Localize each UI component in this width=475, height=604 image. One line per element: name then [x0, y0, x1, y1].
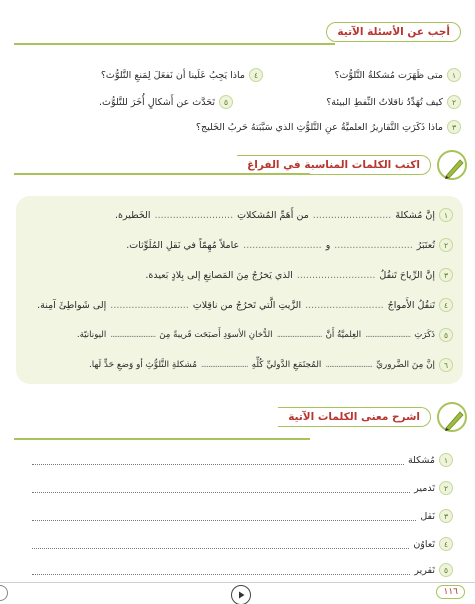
page-number: ١١٦ — [436, 585, 465, 599]
blank[interactable]: .......................... — [276, 330, 322, 340]
fill-in-box — [16, 196, 463, 384]
definition-word: نَقل — [420, 510, 435, 522]
row-text: مُشكلةِ التَّلوُّثِ أو وَضعِ حَدٍّ لَها. — [89, 360, 197, 370]
row-text: و — [325, 239, 331, 251]
row-text: إنَّ مِنَ الضَّروريِّ — [376, 360, 435, 370]
row-number: ٣ — [439, 268, 453, 282]
blank[interactable]: .......................... — [305, 299, 384, 311]
section3-header — [278, 402, 467, 432]
definition-word: مُشكلة — [407, 454, 435, 466]
fill-row-6 — [89, 358, 453, 372]
answer-line[interactable] — [32, 484, 410, 493]
fill-row-1 — [115, 208, 453, 222]
blank[interactable]: .......................... — [334, 239, 413, 251]
row-text: من أَهَمِّ المُشكلاتِ — [237, 209, 309, 221]
play-icon[interactable] — [231, 585, 251, 604]
question-text: ماذا يَجِبُ عَلَينا أن نَفعَلَ لِمَنعِ التَّلوُّث؟ — [100, 69, 245, 81]
section2-title: اكتب الكلمات المناسبة في الفراغ — [237, 155, 431, 175]
question-4 — [101, 68, 263, 82]
page-edge-circle — [0, 585, 8, 601]
definition-row-1 — [32, 453, 453, 467]
row-number: ٥ — [439, 328, 453, 342]
fill-row-2 — [126, 238, 453, 252]
question-number: ٢ — [447, 95, 461, 109]
question-number: ١ — [447, 68, 461, 82]
fill-row-4 — [37, 298, 453, 312]
definition-word: تَقرير — [414, 564, 435, 576]
row-text: المُجتَمَعِ الدَّوليِّ كُلِّهِ — [251, 360, 322, 370]
blank[interactable]: .......................... — [296, 269, 376, 281]
row-text: العِلميَّةُ أَنَّ — [325, 330, 362, 340]
question-3 — [196, 120, 461, 134]
blank[interactable]: .......................... — [110, 330, 156, 340]
question-text: متى ظَهَرَت مُشكلةُ التَّلوُّث؟ — [334, 69, 443, 81]
definition-word: تَعاوُن — [413, 538, 435, 550]
section3-title: اشرح معنى الكلمات الآتية — [278, 407, 431, 427]
blank[interactable]: .......................... — [365, 330, 411, 340]
answer-line[interactable] — [32, 566, 410, 575]
row-number: ٥ — [439, 563, 453, 577]
row-number: ٣ — [439, 509, 453, 523]
question-1 — [334, 68, 461, 82]
question-text: كيف تُهَدِّدُ ناقلاتُ النِّفطِ البيئة؟ — [326, 96, 443, 108]
question-2 — [326, 95, 461, 109]
question-number: ٥ — [219, 95, 233, 109]
question-number: ٣ — [447, 120, 461, 134]
answer-line[interactable] — [32, 540, 409, 549]
question-text: ماذا ذَكَرَتِ التَّقاريرُ العلميَّةُ عنِ التَّلوُّثِ الذي سَبَّبَتهُ حَربُ الخَليج؟ — [195, 121, 443, 133]
question-number: ٤ — [249, 68, 263, 82]
blank[interactable]: .......................... — [243, 239, 322, 251]
blank[interactable]: .......................... — [154, 209, 234, 221]
row-number: ٦ — [439, 358, 453, 372]
row-number: ١ — [439, 453, 453, 467]
row-number: ٤ — [439, 537, 453, 551]
blank[interactable]: .......................... — [325, 360, 373, 370]
definition-row-5 — [32, 563, 453, 577]
blank[interactable]: .......................... — [312, 209, 392, 221]
blank[interactable]: .......................... — [200, 360, 248, 370]
row-number: ٢ — [439, 238, 453, 252]
question-5 — [99, 95, 233, 109]
row-number: ١ — [439, 208, 453, 222]
footer-divider — [0, 582, 475, 583]
fill-row-5 — [77, 328, 453, 342]
row-text: إنَّ الرِّياحَ تَنقُلُ — [379, 269, 435, 281]
row-text: الذي يَخرُجُ مِنَ المَصانِعِ إلى بِلادٍ بَعيدة. — [145, 269, 293, 281]
row-text: تُعتَبَرُ — [416, 239, 435, 251]
row-text: تَنقُلُ الأَمواجُ — [387, 299, 435, 311]
definition-row-4 — [32, 537, 453, 551]
row-number: ٢ — [439, 481, 453, 495]
row-text: الدُّخانِ الأسوَدِ أَصبَحَت قَريبةً مِنَ — [159, 330, 273, 340]
section1-header-line — [14, 43, 335, 45]
row-text: الخَطيرة. — [115, 209, 151, 221]
row-text: الزَّيتِ الَّتي تَخرُجُ من ناقِلاتِ — [192, 299, 302, 311]
definition-word: تَدمير — [414, 482, 435, 494]
section3-header-line — [14, 438, 310, 440]
pen-icon — [437, 402, 467, 432]
row-text: إنَّ مُشكلةَ — [395, 209, 435, 221]
row-text: اليونانيّة. — [76, 330, 107, 340]
fill-row-3 — [145, 268, 453, 282]
answer-line[interactable] — [32, 512, 416, 521]
section1-title: أجب عن الأسئلة الآتية — [326, 22, 461, 42]
row-text: عاملاً مُهِمّاً في نَقلِ المُلَوِّثات. — [126, 239, 240, 251]
section2-header — [237, 150, 467, 180]
row-text: إلى شَواطِئَ آمِنة. — [37, 299, 107, 311]
row-text: ذَكَرَتِ — [414, 330, 435, 340]
section1-header — [326, 22, 461, 42]
definition-row-2 — [32, 481, 453, 495]
blank[interactable]: .......................... — [110, 299, 189, 311]
definition-row-3 — [32, 509, 453, 523]
pen-icon — [437, 150, 467, 180]
row-number: ٤ — [439, 298, 453, 312]
question-text: تَحَدَّث عن أَشكالٍ أُخَرَ للتَّلوُّث. — [98, 96, 215, 108]
answer-line[interactable] — [32, 456, 404, 465]
